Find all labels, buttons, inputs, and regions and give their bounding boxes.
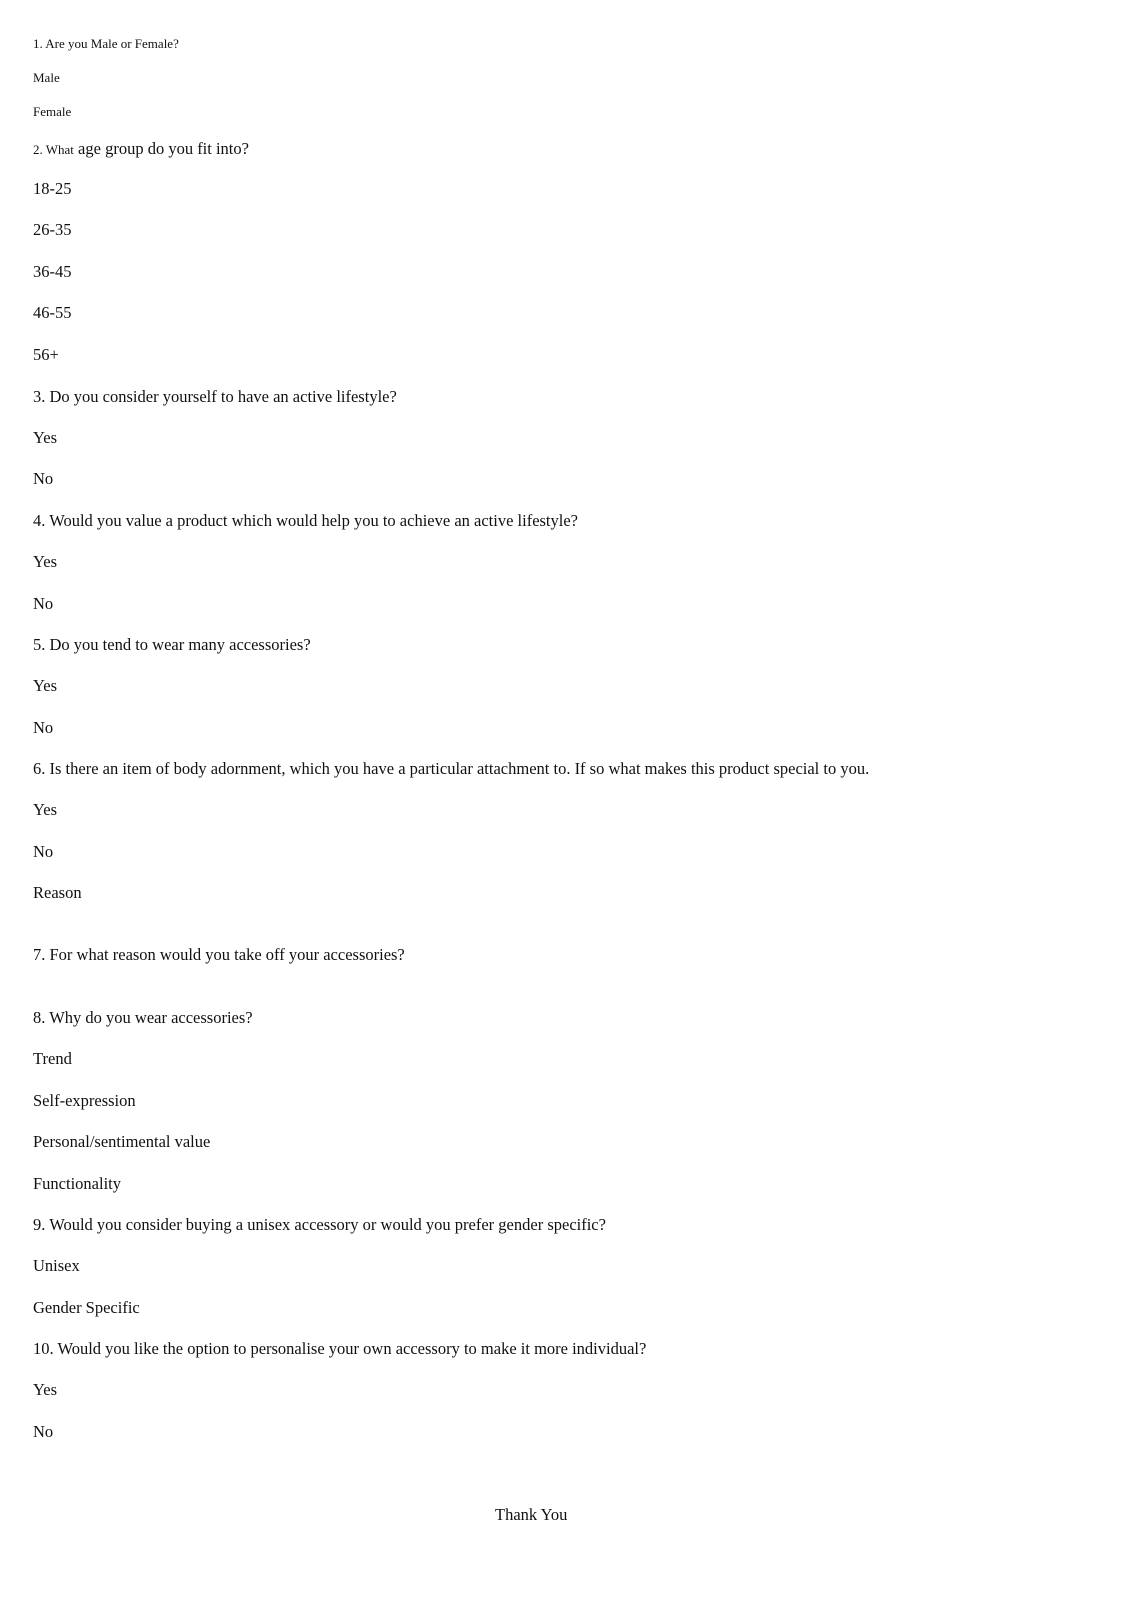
option: Yes	[33, 552, 58, 571]
question-1: 1. Are you Male or Female?	[33, 36, 179, 51]
option: Personal/sentimental value	[33, 1132, 211, 1151]
option: Yes	[33, 676, 58, 695]
question-2-prefix: 2. What	[33, 142, 74, 157]
option: Reason	[33, 883, 82, 902]
question-8: 8. Why do you wear accessories?	[33, 1008, 253, 1027]
option: 26-35	[33, 220, 72, 239]
question-10: 10. Would you like the option to personalise your own accessory to make it more individual?	[33, 1339, 647, 1358]
option: Unisex	[33, 1256, 80, 1275]
question-7: 7. For what reason would you take off your accessories?	[33, 945, 405, 964]
question-9: 9. Would you consider buying a unisex accessory or would you prefer gender specific?	[33, 1215, 606, 1234]
option: Gender Specific	[33, 1298, 140, 1317]
option: 18-25	[33, 179, 72, 198]
option: 56+	[33, 345, 59, 364]
option: Yes	[33, 1380, 58, 1399]
option: Self-expression	[33, 1091, 136, 1110]
option: No	[33, 842, 54, 861]
question-2-text: age group do you fit into?	[78, 139, 249, 158]
option: No	[33, 718, 54, 737]
option: No	[33, 594, 54, 613]
option: Male	[33, 70, 60, 85]
closing-text: Thank You	[495, 1505, 568, 1524]
question-5: 5. Do you tend to wear many accessories?	[33, 635, 311, 654]
option: 36-45	[33, 262, 72, 281]
option: Trend	[33, 1049, 72, 1068]
question-6: 6. Is there an item of body adornment, which you have a particular attachment to. If so what makes this product special to you.	[33, 759, 870, 778]
option: Female	[33, 104, 72, 119]
option: Functionality	[33, 1174, 121, 1193]
question-3: 3. Do you consider yourself to have an active lifestyle?	[33, 387, 397, 406]
option: No	[33, 1422, 54, 1441]
question-4: 4. Would you value a product which would help you to achieve an active lifestyle?	[33, 511, 578, 530]
question-2	[33, 139, 249, 160]
option: Yes	[33, 800, 58, 819]
option: Yes	[33, 428, 58, 447]
option: No	[33, 469, 54, 488]
option: 46-55	[33, 303, 72, 322]
